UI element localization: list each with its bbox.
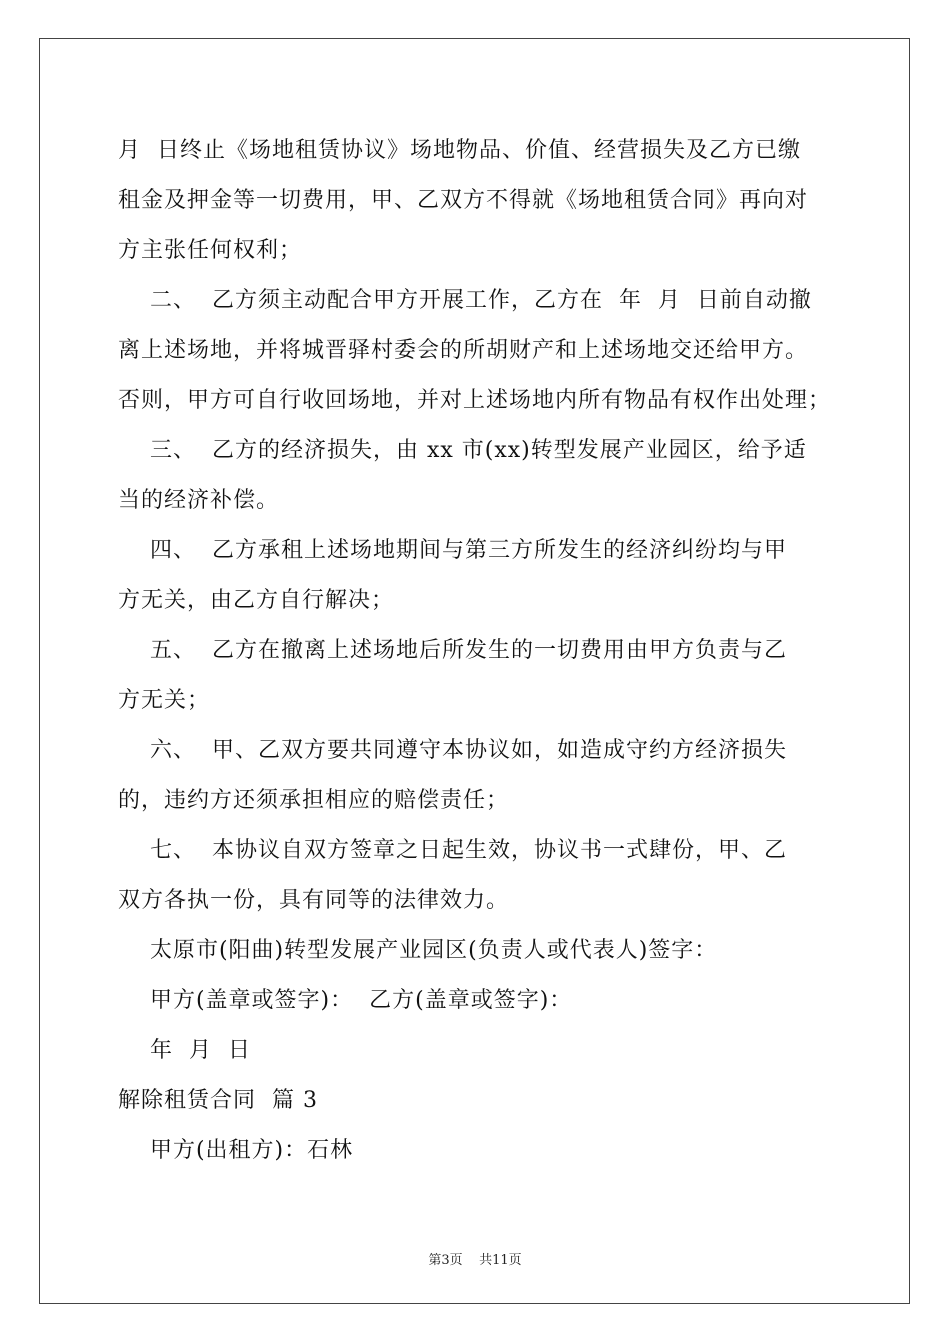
page-number-footer: 第3页 共11页 xyxy=(428,1253,522,1268)
document-body xyxy=(118,126,838,1176)
clause-2-line-1: 二、 乙方须主动配合甲方开展工作，乙方在 年 月 日前自动撤 xyxy=(118,288,812,313)
clause-2-line-2: 离上述场地，并将城晋驿村委会的所胡财产和上述场地交还给甲方。 xyxy=(118,338,809,363)
clause-7-line-1: 七、 本协议自双方签章之日起生效，协议书一式肆份，甲、乙 xyxy=(118,838,787,863)
clause-7-line-2: 双方各执一份，具有同等的法律效力。 xyxy=(118,888,510,913)
clause-2-line-3: 否则，甲方可自行收回场地，并对上述场地内所有物品有权作出处理； xyxy=(118,388,832,413)
clause-4-line-2: 方无关，由乙方自行解决； xyxy=(118,588,395,613)
clause-4-line-1: 四、 乙方承租上述场地期间与第三方所发生的经济纠纷均与甲 xyxy=(118,538,787,563)
clause-3-line-1: 三、 乙方的经济损失，由 xx 市(xx)转型发展产业园区，给予适 xyxy=(118,438,807,463)
text-line-3: 方主张任何权利； xyxy=(118,238,303,263)
clause-5-line-2: 方无关； xyxy=(118,688,211,713)
party-a-line: 甲方(出租方)：石林 xyxy=(118,1138,354,1163)
date-line: 年 月 日 xyxy=(118,1038,251,1063)
clause-3-line-2: 当的经济补偿。 xyxy=(118,488,280,513)
signature-parties-line: 甲方(盖章或签字)： 乙方(盖章或签字)： xyxy=(118,988,573,1013)
text-line-2: 租金及押金等一切费用，甲、乙双方不得就《场地租赁合同》再向对 xyxy=(118,188,809,213)
section-heading: 解除租赁合同 篇 3 xyxy=(118,1088,318,1113)
clause-6-line-1: 六、 甲、乙双方要共同遵守本协议如，如造成守约方经济损失 xyxy=(118,738,787,763)
signature-park-line: 太原市(阳曲)转型发展产业园区(负责人或代表人)签字： xyxy=(118,938,718,963)
clause-6-line-2: 的，违约方还须承担相应的赔偿责任； xyxy=(118,788,510,813)
text-line-1: 月 日终止《场地租赁协议》场地物品、价值、经营损失及乙方已缴 xyxy=(118,138,801,163)
clause-5-line-1: 五、 乙方在撤离上述场地后所发生的一切费用由甲方负责与乙 xyxy=(118,638,787,663)
